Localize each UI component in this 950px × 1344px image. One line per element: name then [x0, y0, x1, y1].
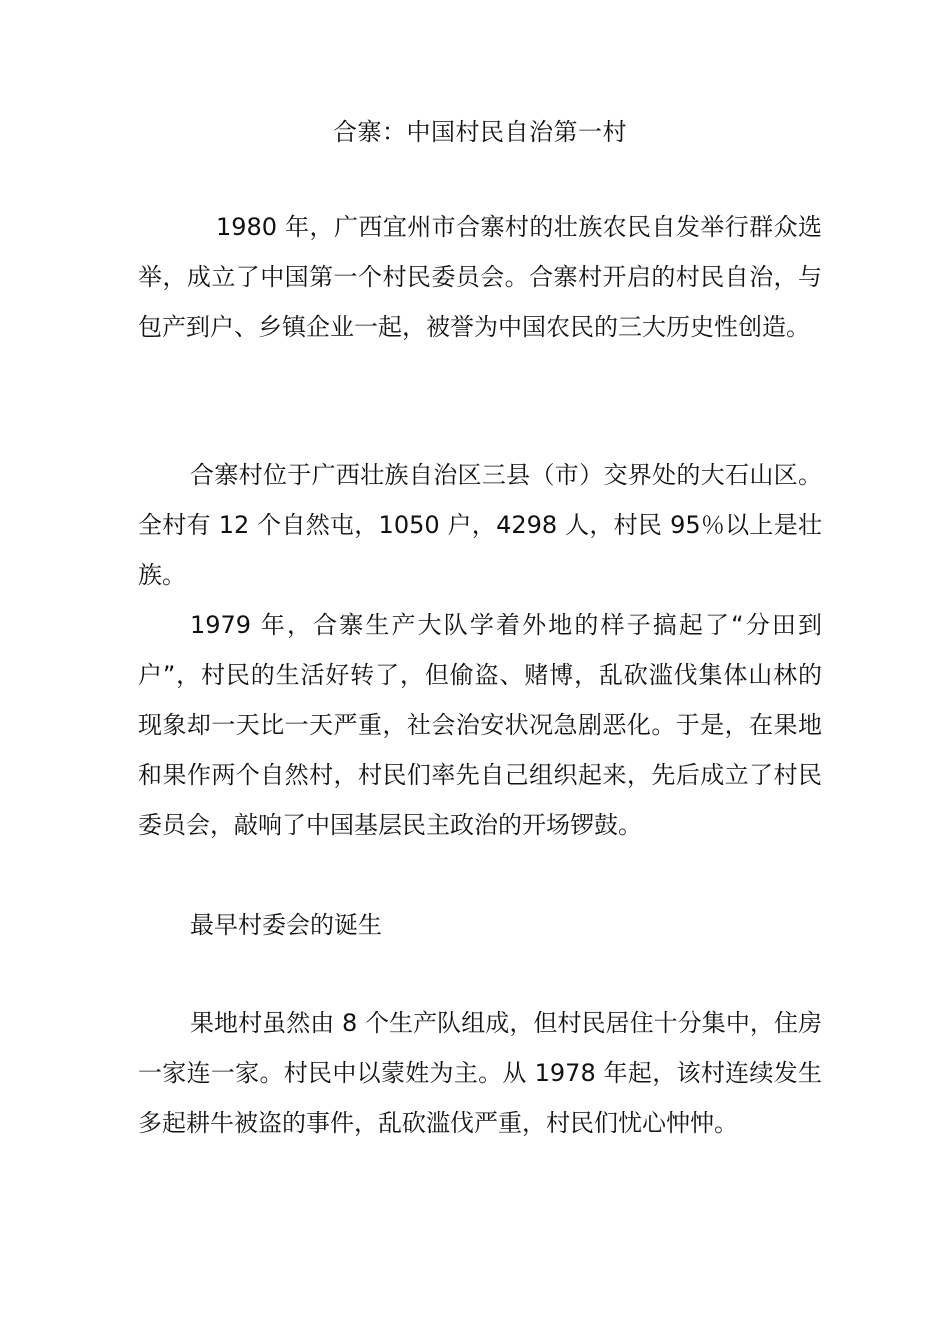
paragraph-2: 合寨村位于广西壮族自治区三县（市）交界处的大石山区。全村有 12 个自然屯，1050 户，4298 人，村民 95％以上是壮族。: [138, 461, 822, 589]
paragraph-5: 果地村虽然由 8 个生产队组成，但村民居住十分集中，住房一家连一家。村民中以蒙姓为主。从 1978 年起，该村连续发生多起耕牛被盗的事件，乱砍滥伐严重，村民们忧心忡忡。: [138, 1009, 822, 1137]
paragraph-3: 1979 年，合寨生产大队学着外地的样子搞起了“分田到户”，村民的生活好转了，但偷盗、赌博，乱砍滥伐集体山林的现象却一天比一天严重，社会治安状况急剧恶化。于是，在果地和果作两个自然村，村民们率先自己组织起来，先后成立了村民委员会，敲响了中国基层民主政治的开场锣鼓。: [138, 611, 822, 839]
document-title: 合寨：中国村民自治第一村: [333, 118, 627, 146]
section-heading: 最早村委会的诞生: [190, 911, 382, 939]
paragraph-1: 1980 年，广西宜州市合寨村的壮族农民自发举行群众选举，成立了中国第一个村民委员会。合寨村开启的村民自治，与包产到户、乡镇企业一起，被誉为中国农民的三大历史性创造。: [138, 213, 822, 341]
